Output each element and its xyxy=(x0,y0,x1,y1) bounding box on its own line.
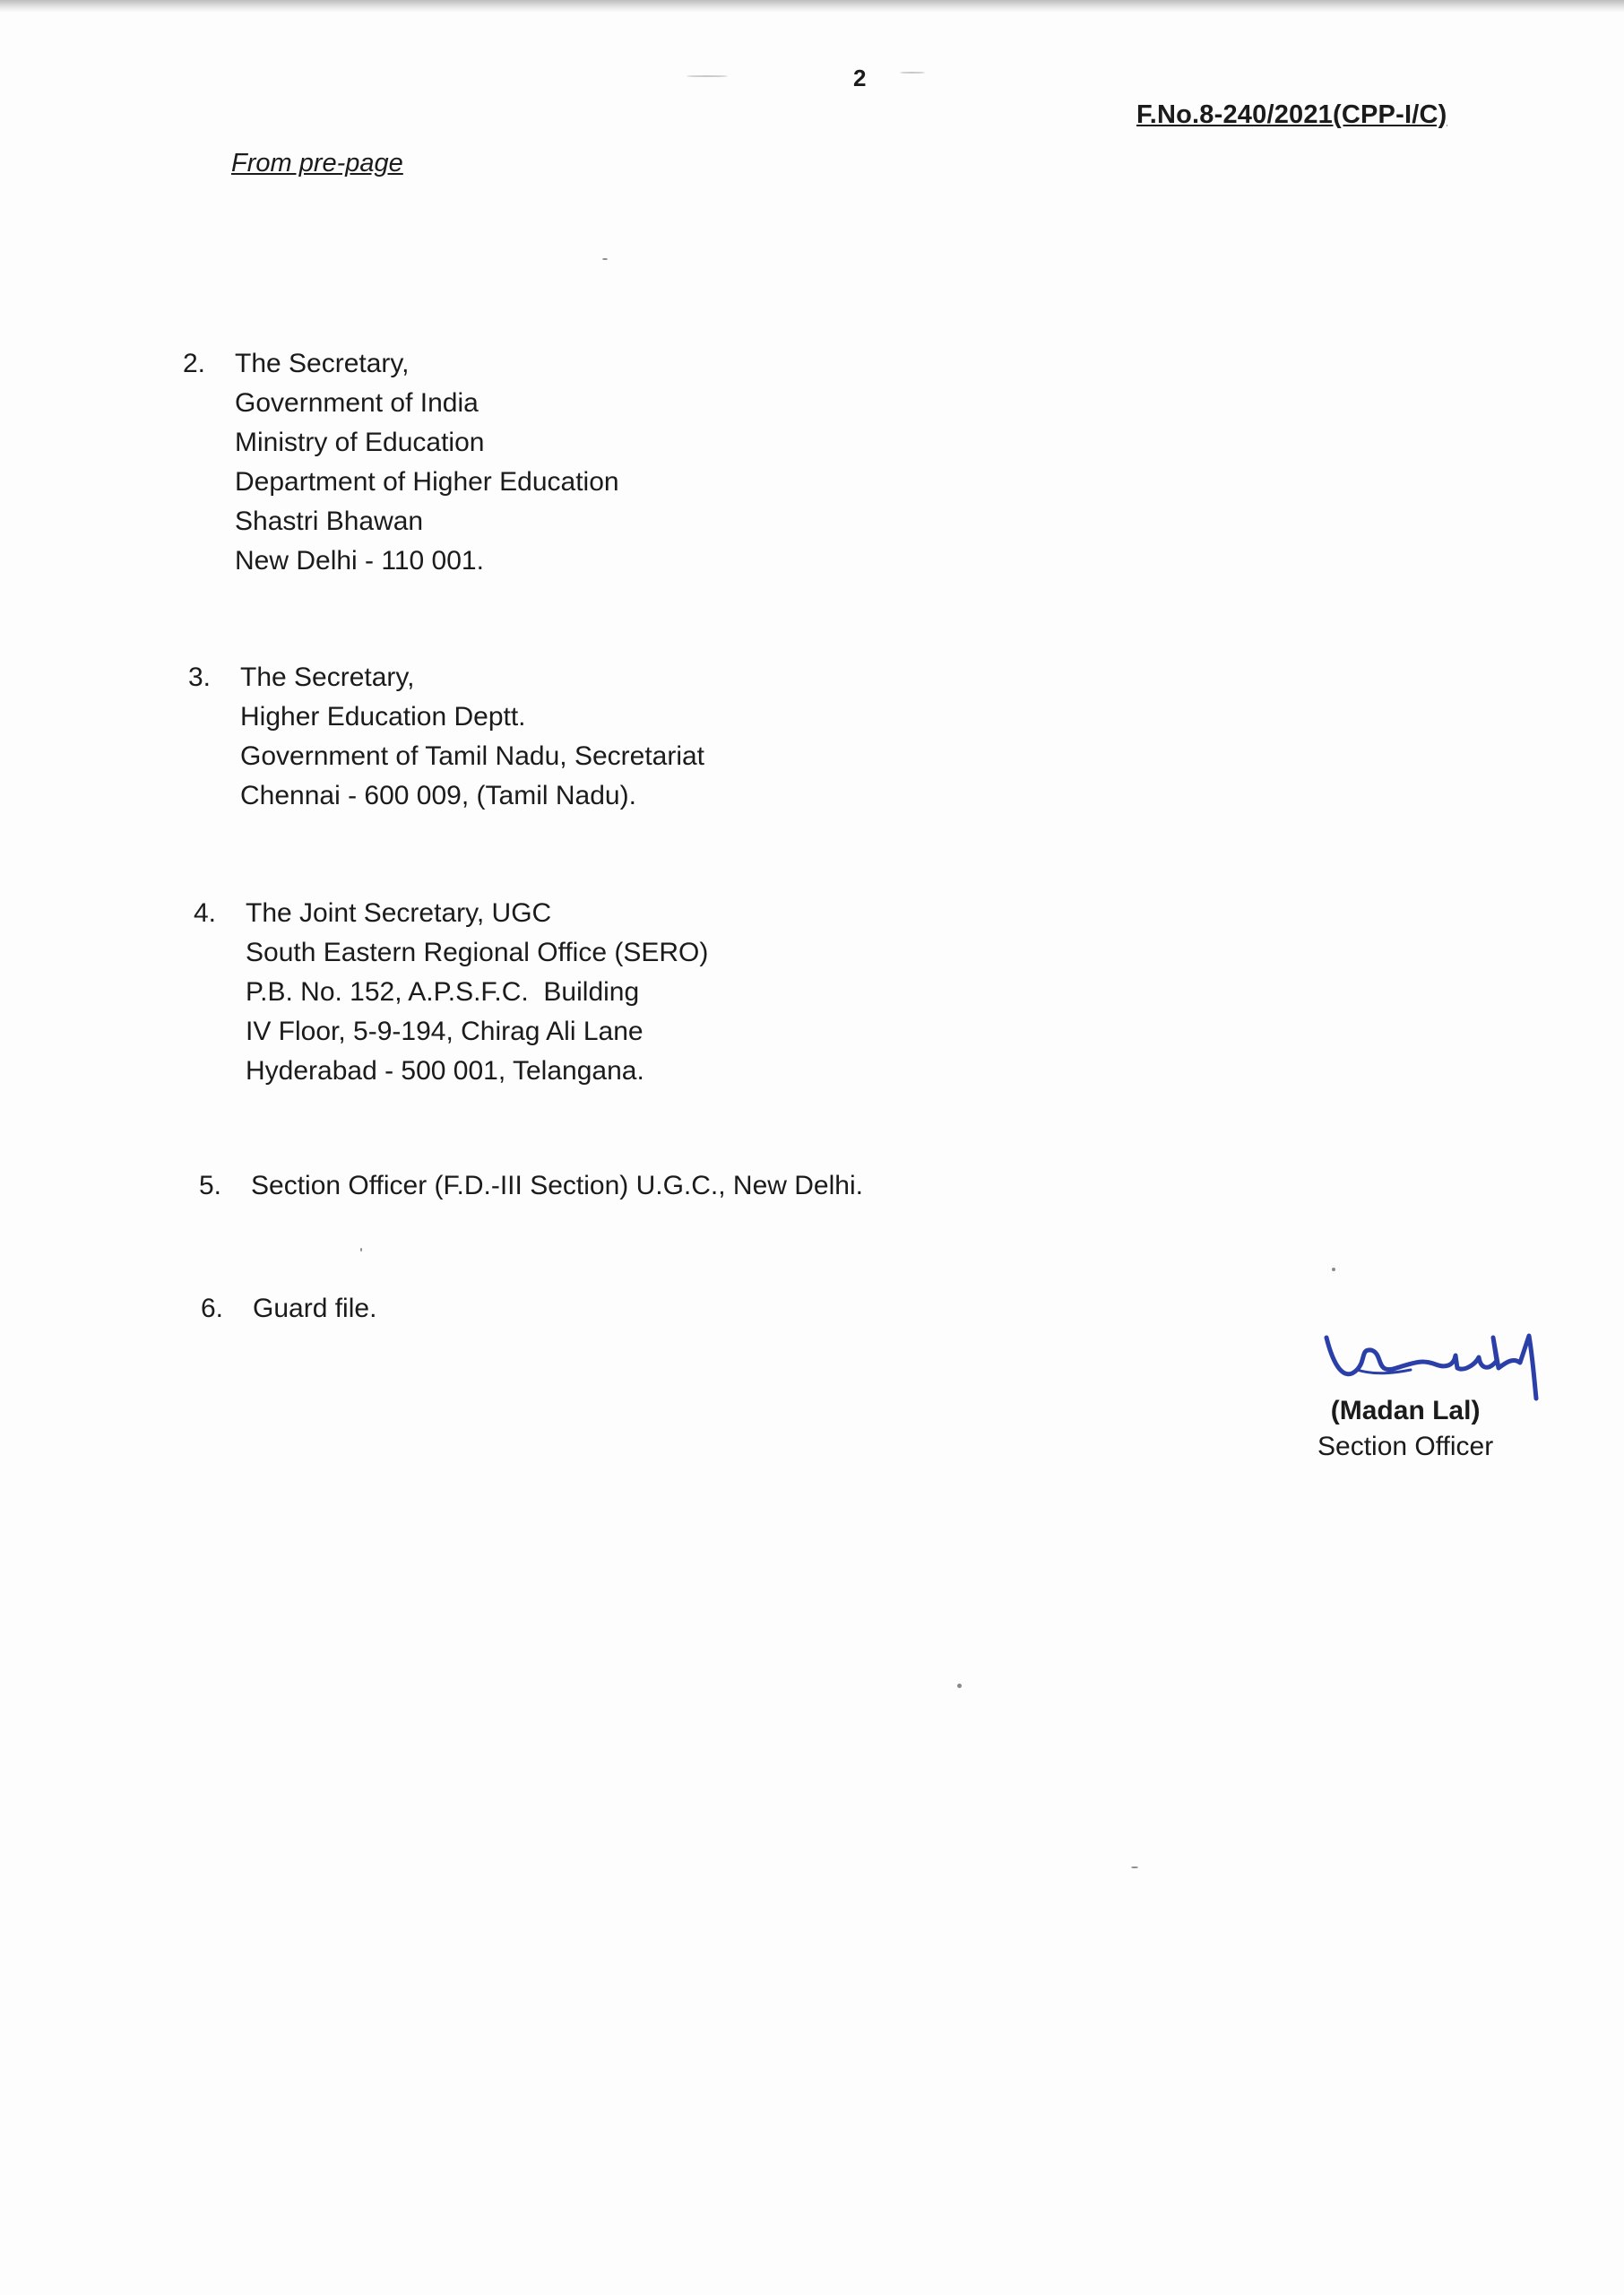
scan-speck xyxy=(360,1248,362,1251)
address-line: P.B. No. 152, A.P.S.F.C. Building xyxy=(246,977,640,1007)
address-line: Section Officer (F.D.-III Section) U.G.C., New Delhi. xyxy=(251,1171,863,1200)
address-line: The Secretary, xyxy=(240,663,415,692)
scan-top-edge xyxy=(0,0,1624,13)
address-line: Department of Higher Education xyxy=(235,467,619,497)
item-number: 4. xyxy=(194,898,217,928)
scan-speck xyxy=(900,72,925,74)
address-line: Government of Tamil Nadu, Secretariat xyxy=(240,741,705,771)
address-line: Hyderabad - 500 001, Telangana. xyxy=(246,1056,644,1086)
recipient-item xyxy=(201,1289,377,1329)
scan-speck xyxy=(1332,1268,1335,1271)
recipient-item xyxy=(194,894,709,1091)
item-number: 3. xyxy=(188,663,212,692)
signatory-name: (Madan Lal) xyxy=(1330,1396,1481,1425)
scan-speck xyxy=(602,258,608,260)
recipient-item xyxy=(188,658,705,816)
address-line: Higher Education Deptt. xyxy=(240,702,526,732)
continuation-note: From pre-page xyxy=(231,149,403,178)
address-line: IV Floor, 5-9-194, Chirag Ali Lane xyxy=(246,1017,644,1046)
scan-speck xyxy=(687,75,728,77)
recipient-item xyxy=(199,1166,863,1206)
signature-stroke xyxy=(1326,1336,1536,1399)
address-line: Guard file. xyxy=(253,1294,377,1323)
address-line: Chennai - 600 009, (Tamil Nadu). xyxy=(240,781,636,810)
scan-speck xyxy=(957,1684,962,1688)
recipient-item xyxy=(183,344,619,581)
page-number: 2 xyxy=(853,65,867,91)
address-line: Ministry of Education xyxy=(235,428,485,457)
scan-speck xyxy=(1131,1866,1138,1868)
signatory-designation: Section Officer xyxy=(1317,1432,1494,1461)
address-line: The Secretary, xyxy=(235,349,410,378)
address-line: New Delhi - 110 001. xyxy=(235,546,484,576)
item-number: 2. xyxy=(183,349,206,378)
signatory-block xyxy=(1317,1393,1493,1465)
address-line: Government of India xyxy=(235,388,479,418)
item-number: 5. xyxy=(199,1171,222,1200)
address-line: The Joint Secretary, UGC xyxy=(246,898,552,928)
address-line: South Eastern Regional Office (SERO) xyxy=(246,938,709,967)
address-line: Shastri Bhawan xyxy=(235,507,424,536)
item-number: 6. xyxy=(201,1294,224,1323)
file-number: F.No.8-240/2021(CPP-I/C) xyxy=(1136,100,1447,129)
